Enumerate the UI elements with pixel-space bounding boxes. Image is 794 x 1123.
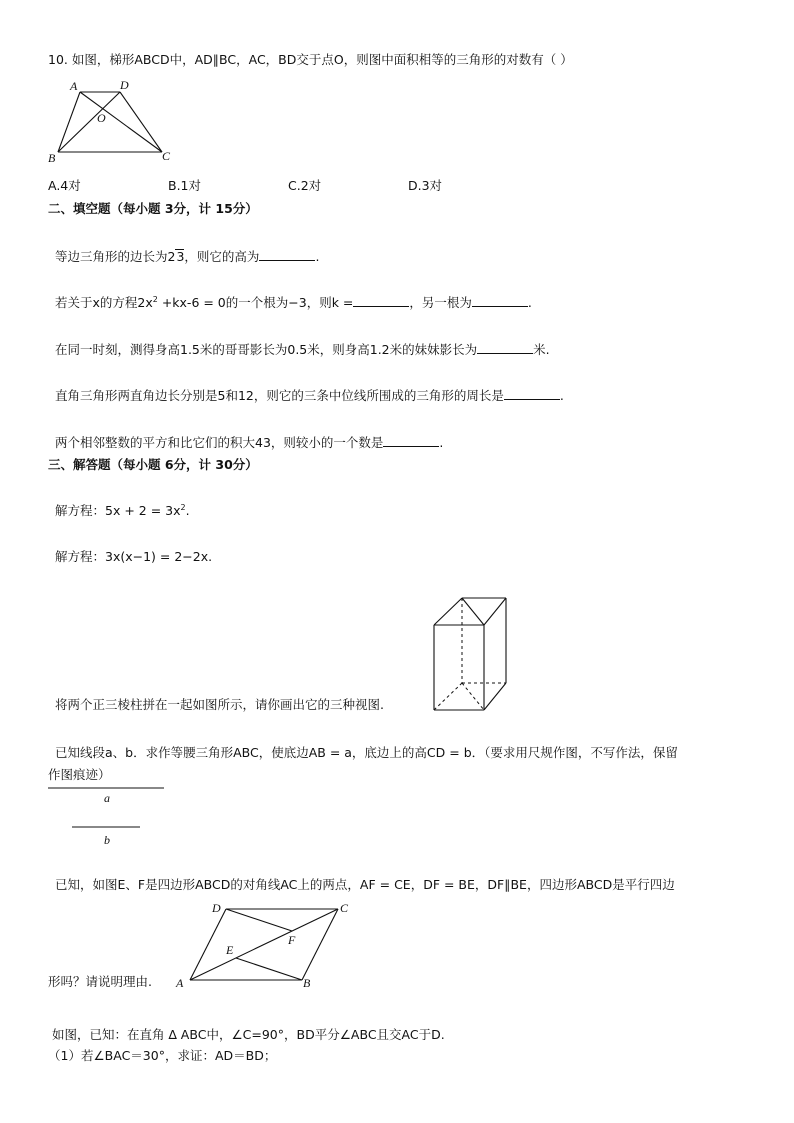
section2-heading: 二、填空题（每小题 3分，计 15分） bbox=[48, 201, 258, 216]
label-o: O bbox=[97, 111, 106, 125]
s3-q6-line2: （1）若∠BAC＝30°，求证：AD＝BD； bbox=[48, 1048, 277, 1063]
s2-q3: 在同一时刻，测得身高1.5米的哥哥影长为0.5米，则身高1.2米的妹妹影长为 米. bbox=[55, 342, 550, 357]
label-a: A bbox=[176, 976, 184, 990]
s3-q1: 解方程：$5x + 2 = 3x^2$. bbox=[55, 502, 190, 518]
segment-df bbox=[226, 909, 292, 931]
label-c: C bbox=[340, 901, 349, 915]
s3-q5-line1: 已知，如图E、F是四边形ABCD的对角线AC上的两点，AF = CE，DF = BE，DF∥BE，四边形ABCD是平行四边 bbox=[55, 877, 675, 892]
s3-q2: 解方程：3x(x−1) = 2−2x. bbox=[55, 549, 213, 564]
q10-option-c: C.2对 bbox=[288, 178, 322, 193]
s2-q1: 等边三角形的边长为23，则它的高为 . bbox=[55, 249, 320, 264]
s3-q4-line2: 作图痕迹） bbox=[48, 767, 111, 782]
section3-heading: 三、解答题（每小题 6分，计 30分） bbox=[48, 457, 258, 472]
s2-q4: 直角三角形两直角边长分别是5和12，则它的三条中位线所围成的三角形的周长是 . bbox=[55, 388, 564, 403]
sqrt-radicand: 3 bbox=[176, 249, 185, 264]
segment-b-label: b bbox=[104, 833, 110, 847]
s3-q5-line2: 形吗？请说明理由. bbox=[48, 974, 152, 989]
label-b: B bbox=[303, 976, 311, 990]
label-d: D bbox=[212, 901, 221, 915]
s3-q4-line1: 已知线段a、b．求作等腰三角形ABC，使底边AB = a，底边上的高CD = b．（要求用尺规作图，不写作法，保留 bbox=[55, 745, 678, 760]
label-c: C bbox=[162, 149, 171, 163]
label-e: E bbox=[226, 943, 234, 957]
s2-q5: 两个相邻整数的平方和比它们的积大43，则较小的一个数是 . bbox=[55, 435, 444, 450]
s3-q6-line1: 如图，已知：在直角 ∆ ABC中，∠C=90°，BD平分∠ABC且交AC于D. bbox=[52, 1027, 445, 1042]
q10-stem: 10. 如图，梯形ABCD中，AD∥BC，AC，BD交于点O，则图中面积相等的三角形的对数有（ ） bbox=[48, 52, 573, 67]
diagonal-ac bbox=[190, 909, 338, 980]
label-a: A bbox=[70, 79, 78, 93]
label-f: F bbox=[288, 933, 296, 947]
segment-a-label: a bbox=[104, 791, 110, 805]
q10-option-b: B.1对 bbox=[168, 178, 202, 193]
s3-q3: 将两个正三棱柱拼在一起如图所示，请你画出它的三种视图. bbox=[55, 697, 384, 712]
q10-option-d: D.3对 bbox=[408, 178, 443, 193]
segment-be bbox=[236, 958, 302, 980]
s2-q2: 若关于x的方程$2x^2 +kx-6 = 0$的一个根为−3，则k = ，另一根为 . bbox=[55, 294, 532, 310]
label-d: D bbox=[120, 78, 129, 92]
q10-option-a: A.4对 bbox=[48, 178, 81, 193]
label-b: B bbox=[48, 151, 56, 165]
